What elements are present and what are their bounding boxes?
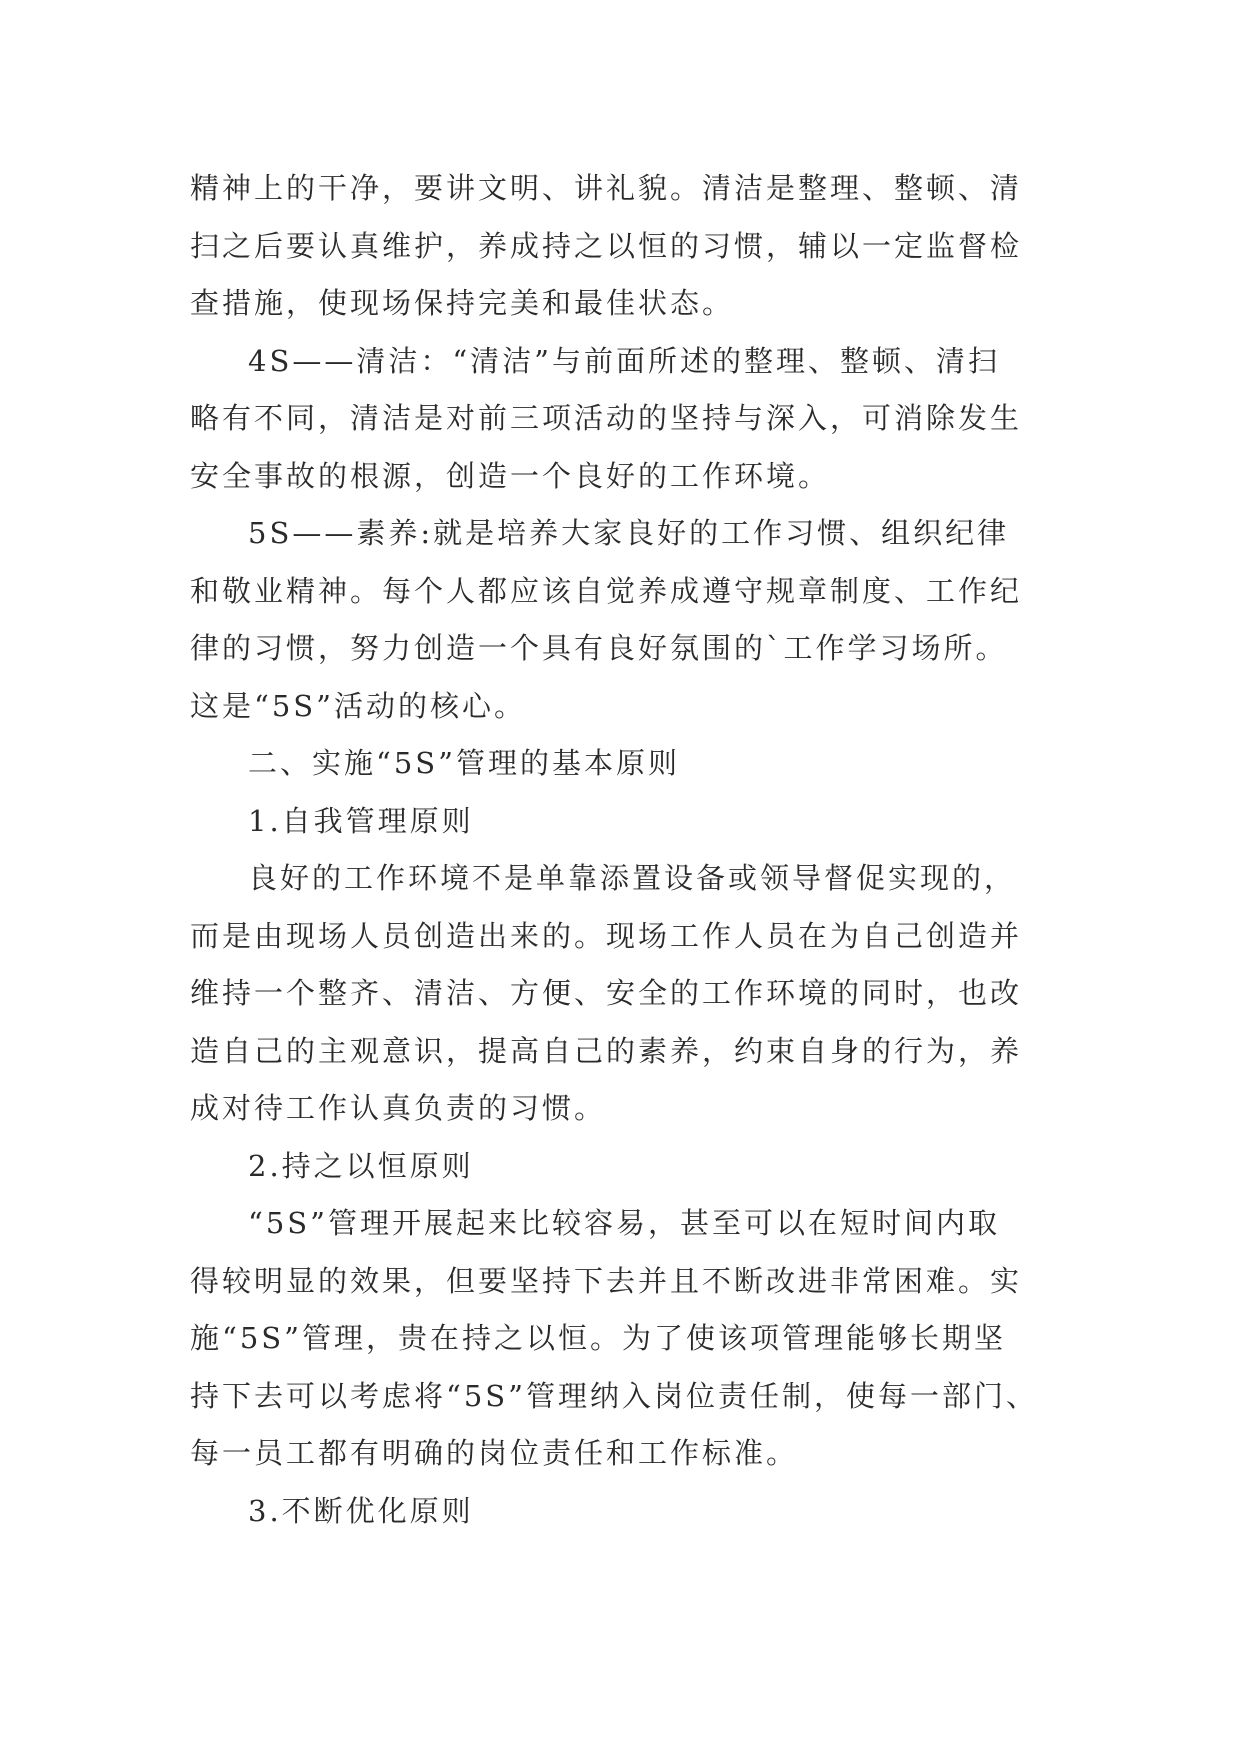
text-line: 得较明显的效果，但要坚持下去并且不断改进非常困难。实 (190, 1263, 1023, 1298)
text-line: 良好的工作环境不是单靠添置设备或领导督促实现的， (248, 861, 1017, 895)
text-line: 造自己的主观意识，提高自己的素养，约束自身的行为，养 (190, 1033, 1023, 1068)
text-line: 精神上的干净，要讲文明、讲礼貌。清洁是整理、整顿、清 (190, 171, 1023, 205)
subsection-heading: 3.不断优化原则 (248, 1493, 474, 1528)
text-line: “5S”管理开展起来比较容易，甚至可以在短时间内取 (248, 1206, 1000, 1240)
text-line: 5S——素养:就是培养大家良好的工作习惯、组织纪律 (248, 516, 1010, 550)
text-line: 律的习惯，努力创造一个具有良好氛围的`工作学习场所。 (190, 631, 1008, 665)
text-line: 持下去可以考虑将“5S”管理纳入岗位责任制，使每一部门、 (190, 1378, 1038, 1413)
subsection-heading: 1.自我管理原则 (248, 803, 474, 838)
section-heading: 二、实施“5S”管理的基本原则 (248, 746, 680, 780)
text-line: 扫之后要认真维护，养成持之以恒的习惯，辅以一定监督检 (190, 228, 1023, 263)
text-line: 而是由现场人员创造出来的。现场工作人员在为自己创造并 (190, 918, 1023, 953)
text-line: 安全事故的根源，创造一个良好的工作环境。 (190, 458, 831, 493)
text-line: 成对待工作认真负责的习惯。 (190, 1091, 607, 1125)
text-line: 略有不同，清洁是对前三项活动的坚持与深入，可消除发生 (190, 401, 1023, 435)
text-line: 施“5S”管理，贵在持之以恒。为了使该项管理能够长期坚 (190, 1321, 1006, 1355)
text-line: 查措施，使现场保持完美和最佳状态。 (190, 286, 735, 320)
text-line: 4S——清洁：“清洁”与前面所述的整理、整顿、清扫 (248, 343, 1000, 378)
text-line: 每一员工都有明确的岗位责任和工作标准。 (190, 1436, 799, 1470)
text-line: 和敬业精神。每个人都应该自觉养成遵守规章制度、工作纪 (190, 573, 1023, 608)
document-body (190, 160, 1060, 1540)
subsection-heading: 2.持之以恒原则 (248, 1148, 474, 1183)
text-line: 维持一个整齐、清洁、方便、安全的工作环境的同时，也改 (190, 976, 1023, 1010)
text-line: 这是“5S”活动的核心。 (190, 688, 526, 723)
